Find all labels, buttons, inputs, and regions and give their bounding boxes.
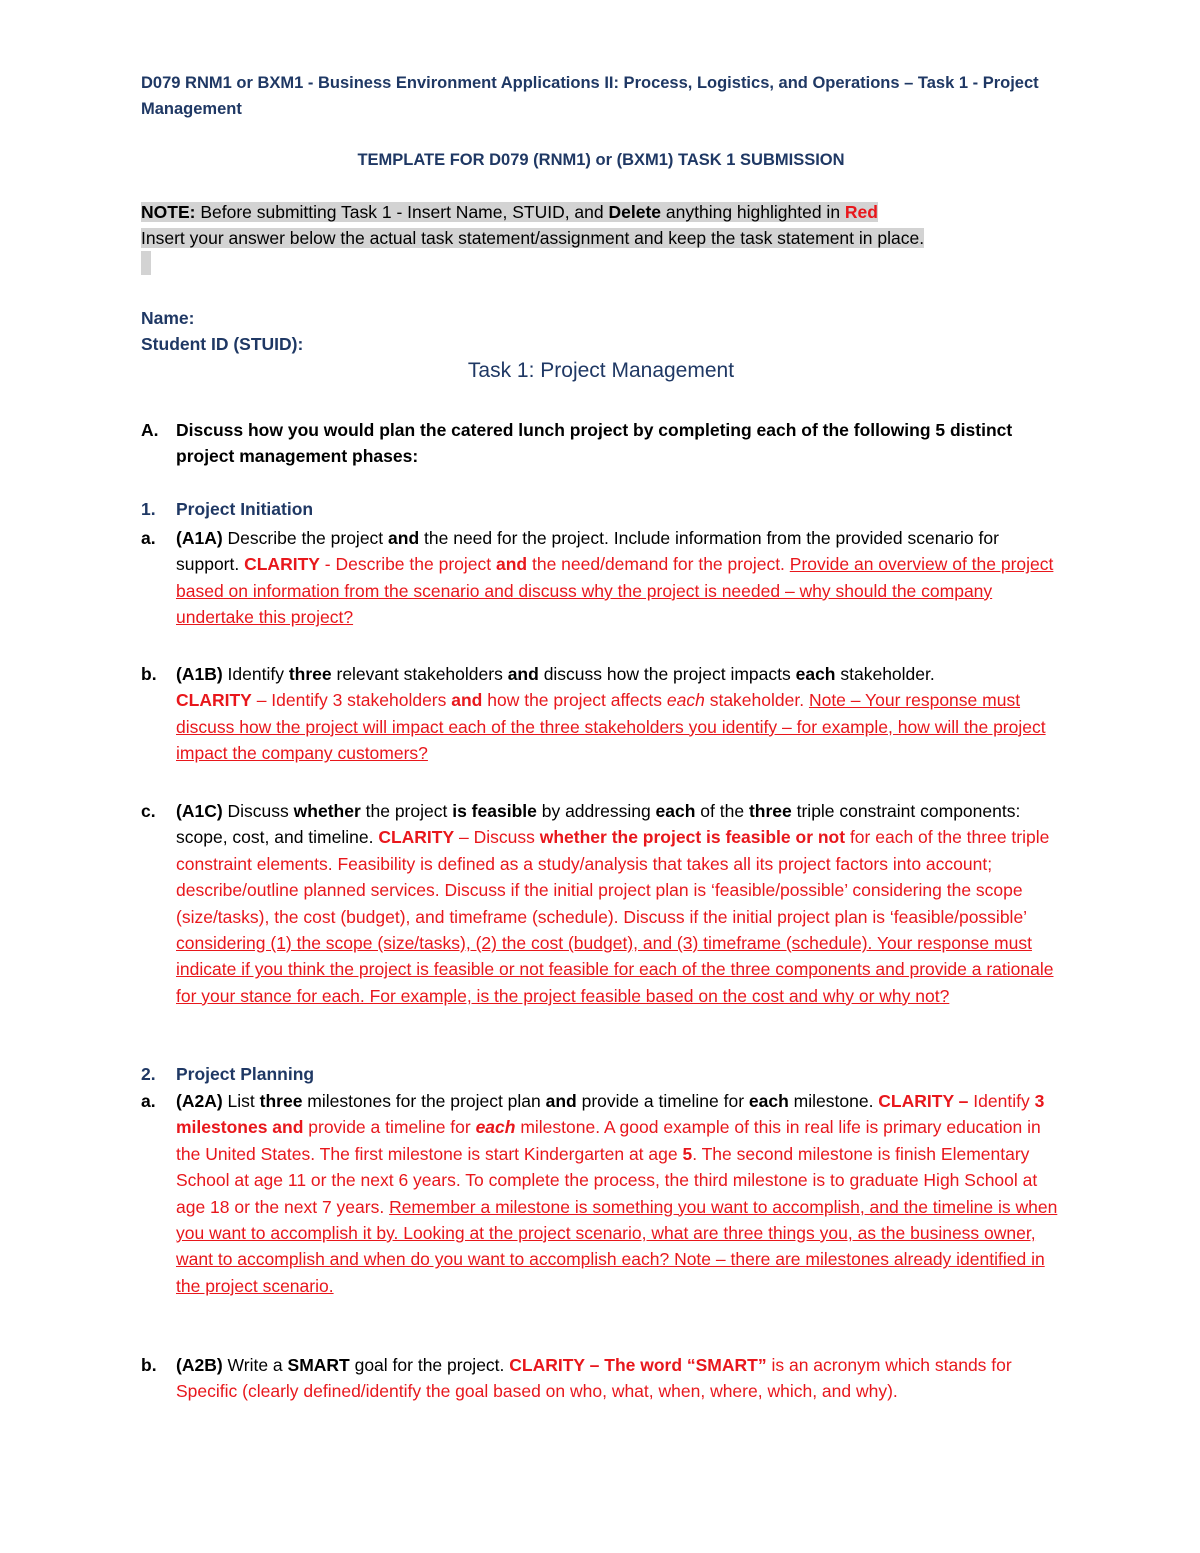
item-a1b-text: stakeholder. xyxy=(835,664,935,684)
item-a1b-label: b. xyxy=(141,664,157,684)
item-a1b-bold: three xyxy=(288,664,332,684)
item-a1b-clarity-text: stakeholder. xyxy=(704,690,809,711)
item-a2a-clarity-text: milestone. A good example of this in real life is primary education in the United States. The first milestone is start Kindergarten at age xyxy=(176,1117,1041,1164)
item-a1b-clarity-bold: and xyxy=(451,690,483,711)
document-header: D079 RNM1 or BXM1 - Business Environment Applications II: Process, Logistics, and Operations – Task 1 - Project Management xyxy=(141,74,1039,118)
item-a1b-text: Identify xyxy=(222,664,289,684)
item-a2b-label: b. xyxy=(141,1355,157,1375)
item-a2a-bold: three xyxy=(259,1091,303,1111)
item-a2a-clarity-bold: 3 milestones and xyxy=(176,1091,1045,1138)
item-a1b xyxy=(141,661,1061,767)
phase-1-label: 1. xyxy=(141,499,156,519)
note-red-word: Red xyxy=(844,202,878,222)
item-a2a-clarity-bold: 5 xyxy=(682,1143,693,1164)
item-a1a-label: a. xyxy=(141,528,156,548)
item-a1c-text: Discuss xyxy=(222,801,294,821)
item-a1c-bold: three xyxy=(748,801,792,821)
item-a1a-clarity-text: - Describe the project xyxy=(319,554,496,575)
item-a2a-code: (A2A) xyxy=(176,1091,223,1111)
clarity-label: CLARITY – xyxy=(878,1091,969,1111)
student-id-label: Student ID (STUID): xyxy=(141,334,304,354)
note-block xyxy=(141,199,1061,252)
phase-2-heading xyxy=(141,1061,1061,1087)
item-a2b-text: goal for the project. xyxy=(349,1355,510,1375)
item-a1c-code: (A1C) xyxy=(176,801,223,821)
phase-1-title: Project Initiation xyxy=(176,499,314,519)
clarity-label: CLARITY – The word “SMART” xyxy=(509,1355,767,1375)
item-a1a xyxy=(141,525,1061,631)
item-a1b-clarity-text: how the project affects xyxy=(482,690,667,711)
item-a2a-underlined: Remember a milestone is something you want to accomplish, and the timeline is when you want to accomplish it by. Looking at the project scenario, what are three things you, as the business owner, want to accomplish and when do you want to accomplish each? Note – there are milestones already identified in the project scenario. xyxy=(176,1196,1058,1296)
item-a1c-label: c. xyxy=(141,801,156,821)
item-a1b-bold: each xyxy=(795,664,836,684)
item-a1a-bold: and xyxy=(388,528,420,548)
clarity-label: CLARITY xyxy=(244,554,320,575)
item-a1b-text: discuss how the project impacts xyxy=(538,664,796,684)
item-a2a-clarity-bold-italic: each xyxy=(475,1117,516,1138)
template-title: TEMPLATE FOR D079 (RNM1) or (BXM1) TASK 1 SUBMISSION xyxy=(357,151,845,169)
phase-2-label: 2. xyxy=(141,1064,156,1084)
item-a2b-code: (A2B) xyxy=(176,1355,223,1375)
name-label: Name: xyxy=(141,308,195,328)
item-a2b-text: Write a xyxy=(222,1355,288,1375)
item-a2a-clarity-text: . The second milestone is finish Elementary School at age 11 or the next 6 years. To complete the process, the third milestone is to graduate High School at age 18 or the next 7 years. xyxy=(176,1143,1038,1217)
note-delete-word: Delete xyxy=(608,202,662,222)
item-a1b-clarity-italic: each xyxy=(666,690,705,711)
item-a1c-text: of the xyxy=(695,801,749,821)
section-a xyxy=(141,417,1061,470)
note-line-2: Insert your answer below the actual task statement/assignment and keep the task statement in place. xyxy=(141,228,925,249)
item-a1b-underlined: Note – Your response must discuss how the project will impact each of the three stakeholders you identify – for example, how will the project impact the company customers? xyxy=(176,690,1046,764)
item-a2a-text: List xyxy=(222,1091,260,1111)
item-a2a-bold: each xyxy=(748,1091,789,1111)
item-a2b-bold: SMART xyxy=(287,1355,350,1375)
item-a1c-clarity-text: – Discuss xyxy=(454,827,540,848)
item-a1b-clarity-text: – Identify 3 stakeholders xyxy=(251,690,452,711)
item-a2a-text: milestone. xyxy=(788,1091,879,1111)
item-a2a-clarity-text: provide a timeline for xyxy=(303,1117,476,1138)
item-a1b-text: relevant stakeholders xyxy=(331,664,508,684)
note-text-1: Before submitting Task 1 - Insert Name, STUID, and xyxy=(195,202,609,222)
item-a1c-clarity-bold: whether the project is feasible or not xyxy=(539,827,846,848)
item-a2a-text: milestones for the project plan xyxy=(302,1091,546,1111)
item-a1a-text: Describe the project xyxy=(222,528,389,548)
item-a2a-label: a. xyxy=(141,1091,156,1111)
note-label: NOTE: xyxy=(141,202,196,222)
item-a1c-bold: each xyxy=(655,801,696,821)
item-a1a-clarity-text: the need/demand for the project. xyxy=(527,554,790,575)
item-a2b-clarity-text: is an acronym which stands for Specific (clearly defined/identify the goal based on who, what, when, where, which, and why). xyxy=(176,1355,1012,1402)
item-a1c xyxy=(141,798,1061,1009)
item-a1a-clarity-bold: and xyxy=(495,554,528,575)
section-a-label: A. xyxy=(141,420,159,440)
item-a2a-bold: and xyxy=(545,1091,577,1111)
item-a1c-text: by addressing xyxy=(536,801,656,821)
item-a1c-underlined: considering (1) the scope (size/tasks), (2) the cost (budget), and (3) timeframe (schedule). Your response must indicate if you think the project is feasible or not feasible for each of the three components and provide a rationale for your stance for each. For example, is the project feasible based on the cost and why or why not? xyxy=(176,933,1054,1006)
phase-2-title: Project Planning xyxy=(176,1064,315,1084)
item-a2a-clarity-text: Identify xyxy=(968,1091,1035,1111)
item-a1c-bold: whether xyxy=(293,801,361,821)
item-a1c-text: triple constraint components: scope, cost, and timeline. xyxy=(176,801,1021,848)
item-a1a-code: (A1A) xyxy=(176,528,223,548)
clarity-label: CLARITY xyxy=(378,827,455,848)
item-a1c-clarity-text: for each of the three triple constraint elements. Feasibility is defined as a study/analysis that takes all its project factors into account; describe/outline planned services. Discuss if the initial project plan is ‘feasible/possible’ considering the scope (size/tasks), the cost (budget), and timeframe (schedule). Discuss if the initial project plan is ‘feasible/possible’ xyxy=(176,827,1050,927)
note-text-2: anything highlighted in xyxy=(661,202,845,222)
item-a1a-text: the need for the project. Include information from the provided scenario for support. xyxy=(176,528,999,575)
note-highlight-bar xyxy=(141,251,151,275)
item-a1a-underlined: Provide an overview of the project based on information from the scenario and discuss why the project is needed – why should the company undertake this project? xyxy=(176,554,1054,628)
item-a2a xyxy=(141,1088,1061,1299)
item-a2b xyxy=(141,1352,1061,1405)
item-a1c-bold: is feasible xyxy=(452,801,537,821)
item-a1c-text: the project xyxy=(360,801,453,821)
item-a1b-bold: and xyxy=(507,664,539,684)
task-title: Task 1: Project Management xyxy=(467,359,735,382)
clarity-label: CLARITY xyxy=(176,690,252,711)
item-a1b-code: (A1B) xyxy=(176,664,223,684)
item-a2a-text: provide a timeline for xyxy=(576,1091,749,1111)
phase-1-heading xyxy=(141,496,1061,522)
section-a-text: Discuss how you would plan the catered lunch project by completing each of the following 5 distinct project management phases: xyxy=(176,420,1013,467)
